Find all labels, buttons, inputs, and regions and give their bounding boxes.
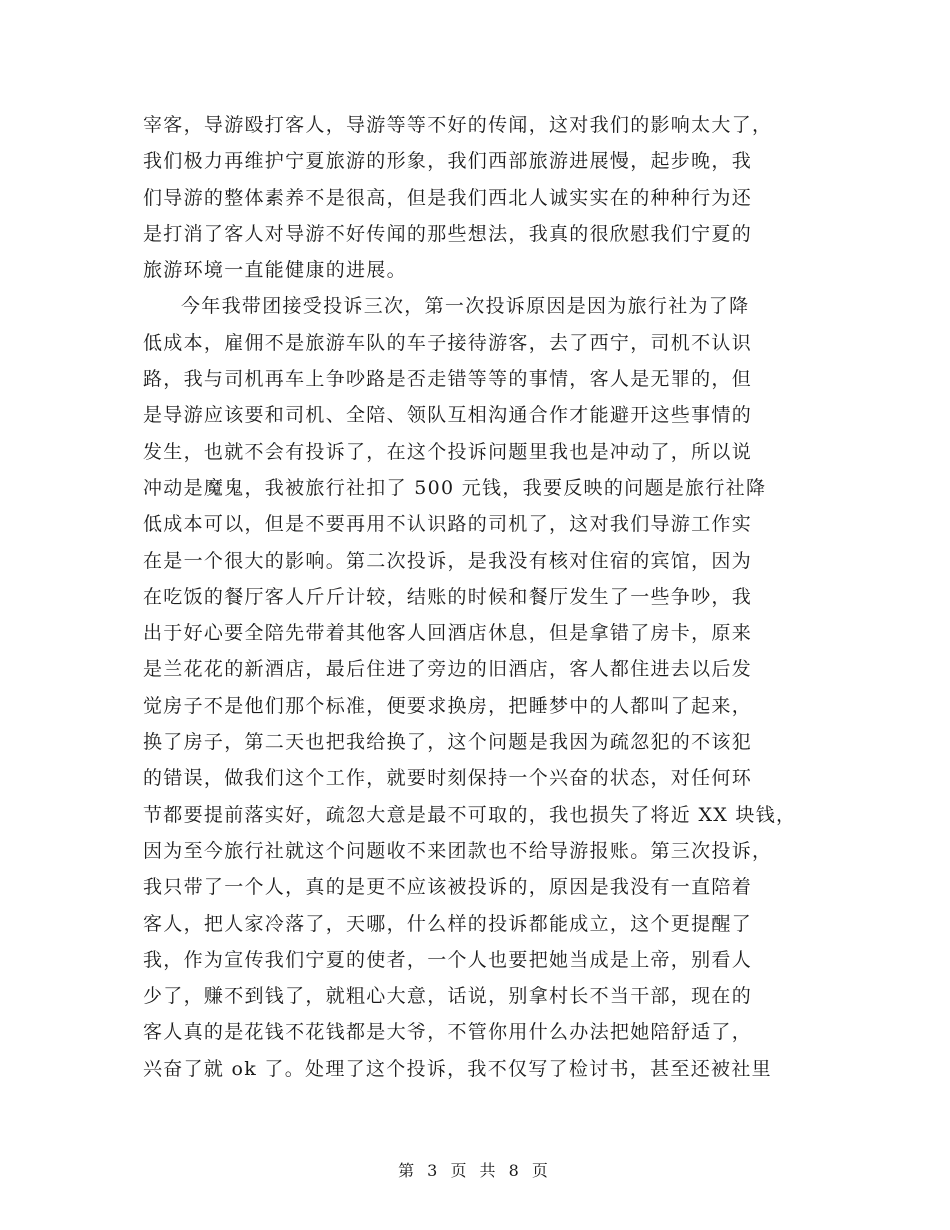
paragraph-start-line: 今年我带团接受投诉三次，第一次投诉原因是因为旅行社为了降 xyxy=(181,295,750,318)
page-number-footer: 第 3 页 共 8 页 xyxy=(398,1161,552,1180)
text-line: 们导游的整体素养不是很高，但是我们西北人诚实实在的种种行为还 xyxy=(143,186,753,209)
text-line: 我，作为宣传我们宁夏的使者，一个人也要把她当成是上帝，别看人 xyxy=(143,948,753,971)
text-line: 的错误，做我们这个工作，就要时刻保持一个兴奋的状态，对任何环 xyxy=(143,767,753,790)
text-line: 在是一个很大的影响。第二次投诉，是我没有核对住宿的宾馆，因为 xyxy=(143,549,753,572)
text-line: 出于好心要全陪先带着其他客人回酒店休息，但是拿错了房卡，原来 xyxy=(143,622,753,645)
text-line: 节都要提前落实好，疏忽大意是最不可取的，我也损失了将近 XX 块钱， xyxy=(143,803,797,826)
text-line: 低成本可以，但是不要再用不认识路的司机了，这对我们导游工作实 xyxy=(143,513,753,536)
body-text xyxy=(143,107,813,1087)
text-line: 我们极力再维护宁夏旅游的形象，我们西部旅游进展慢，起步晚，我 xyxy=(143,150,753,173)
text-line: 是打消了客人对导游不好传闻的那些想法，我真的很欣慰我们宁夏的 xyxy=(143,222,753,245)
text-line: 是兰花花的新酒店，最后住进了旁边的旧酒店，客人都住进去以后发 xyxy=(143,658,753,681)
text-line: 少了，赚不到钱了，就粗心大意，话说，别拿村长不当干部，现在的 xyxy=(143,985,753,1008)
text-line: 我只带了一个人，真的是更不应该被投诉的，原因是我没有一直陪着 xyxy=(143,876,753,899)
text-line: 在吃饭的餐厅客人斤斤计较，结账的时候和餐厅发生了一些争吵，我 xyxy=(143,585,753,608)
text-line: 路，我与司机再车上争吵路是否走错等等的事情，客人是无罪的，但 xyxy=(143,368,753,391)
text-line: 兴奋了就 ok 了。处理了这个投诉，我不仅写了检讨书，甚至还被社里 xyxy=(143,1057,772,1080)
text-line: 旅游环境一直能健康的进展。 xyxy=(143,259,407,282)
text-line: 低成本，雇佣不是旅游车队的车子接待游客，去了西宁，司机不认识 xyxy=(143,331,753,354)
text-line: 是导游应该要和司机、全陪、领队互相沟通合作才能避开这些事情的 xyxy=(143,404,753,427)
text-line: 因为至今旅行社就这个问题收不来团款也不给导游报账。第三次投诉， xyxy=(143,839,773,862)
text-line: 宰客，导游殴打客人，导游等等不好的传闻，这对我们的影响太大了， xyxy=(143,114,773,136)
text-line: 冲动是魔鬼，我被旅行社扣了 500 元钱，我要反映的问题是旅行社降 xyxy=(143,476,767,499)
text-line: 换了房子，第二天也把我给换了，这个问题是我因为疏忽犯的不该犯 xyxy=(143,731,753,754)
text-line: 觉房子不是他们那个标准，便要求换房，把睡梦中的人都叫了起来， xyxy=(143,694,753,717)
text-line: 客人真的是花钱不花钱都是大爷，不管你用什么办法把她陪舒适了， xyxy=(143,1021,753,1044)
text-line: 发生，也就不会有投诉了，在这个投诉问题里我也是冲动了，所以说 xyxy=(143,440,753,463)
text-line: 客人，把人家冷落了，天哪，什么样的投诉都能成立，这个更提醒了 xyxy=(143,912,753,935)
